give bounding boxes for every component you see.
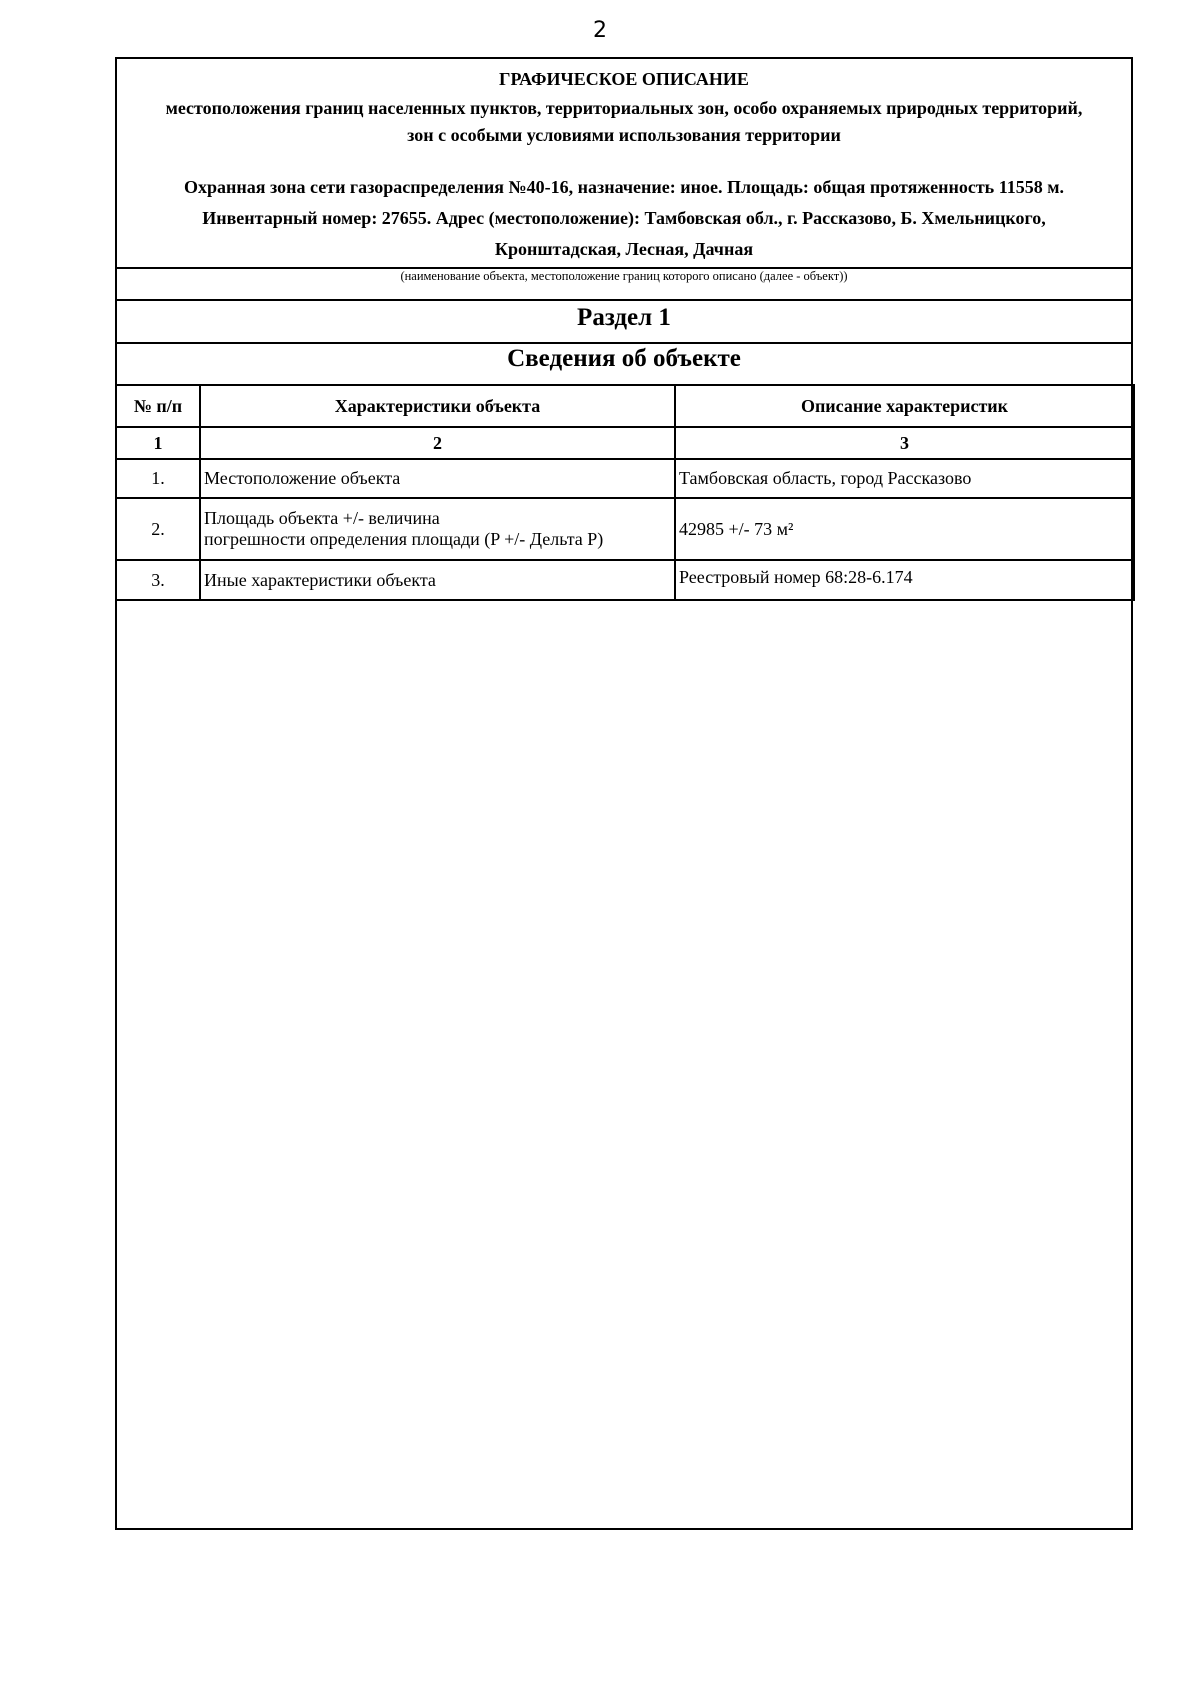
row-description: Тамбовская область, город Рассказово (675, 459, 1134, 498)
row-characteristic-line: погрешности определения площади (P +/- Дельта P) (204, 529, 604, 549)
characteristics-table (115, 384, 1135, 601)
document-title: ГРАФИЧЕСКОЕ ОПИСАНИЕ (499, 69, 749, 89)
column-index: 3 (675, 427, 1134, 459)
title-block (117, 59, 1131, 267)
row-number: 3. (116, 560, 200, 600)
column-index: 1 (116, 427, 200, 459)
object-caption: (наименование объекта, местоположение границ которого описано (далее - объект)) (400, 269, 848, 283)
column-header: Описание характеристик (675, 385, 1134, 427)
section-label: Раздел 1 (577, 304, 671, 331)
row-number: 2. (116, 498, 200, 560)
object-name: Охранная зона сети газораспределения №40-16, назначение: иное. Площадь: общая протяженность 11558 м. Инвентарный номер: 27655. Адрес (местоположение): Тамбовская обл., г. Рассказово, Б. Хмельницкого, Кронштадская, Лесная, Дачная (184, 177, 1064, 259)
row-characteristic-line: Площадь объекта +/- величина (204, 508, 440, 528)
table-row (116, 560, 1134, 600)
section-title: Сведения об объекте (507, 345, 741, 372)
column-index-row (116, 427, 1134, 459)
row-description: 42985 +/- 73 м² (675, 498, 1134, 560)
row-number: 1. (116, 459, 200, 498)
divider (117, 299, 1131, 301)
row-characteristic (200, 498, 675, 560)
table-row (116, 498, 1134, 560)
row-description: Реестровый номер 68:28-6.174 (675, 560, 1134, 600)
row-characteristic: Местоположение объекта (200, 459, 675, 498)
column-header: № п/п (116, 385, 200, 427)
table-header-row (116, 385, 1134, 427)
divider (117, 342, 1131, 344)
column-header: Характеристики объекта (200, 385, 675, 427)
row-characteristic: Иные характеристики объекта (200, 560, 675, 600)
page-number: 2 (593, 18, 607, 43)
document-frame (115, 57, 1133, 1530)
column-index: 2 (200, 427, 675, 459)
table-row (116, 459, 1134, 498)
document-subtitle: местоположения границ населенных пунктов, территориальных зон, особо охраняемых природных территорий, зон с особыми условиями использования территории (165, 98, 1083, 145)
